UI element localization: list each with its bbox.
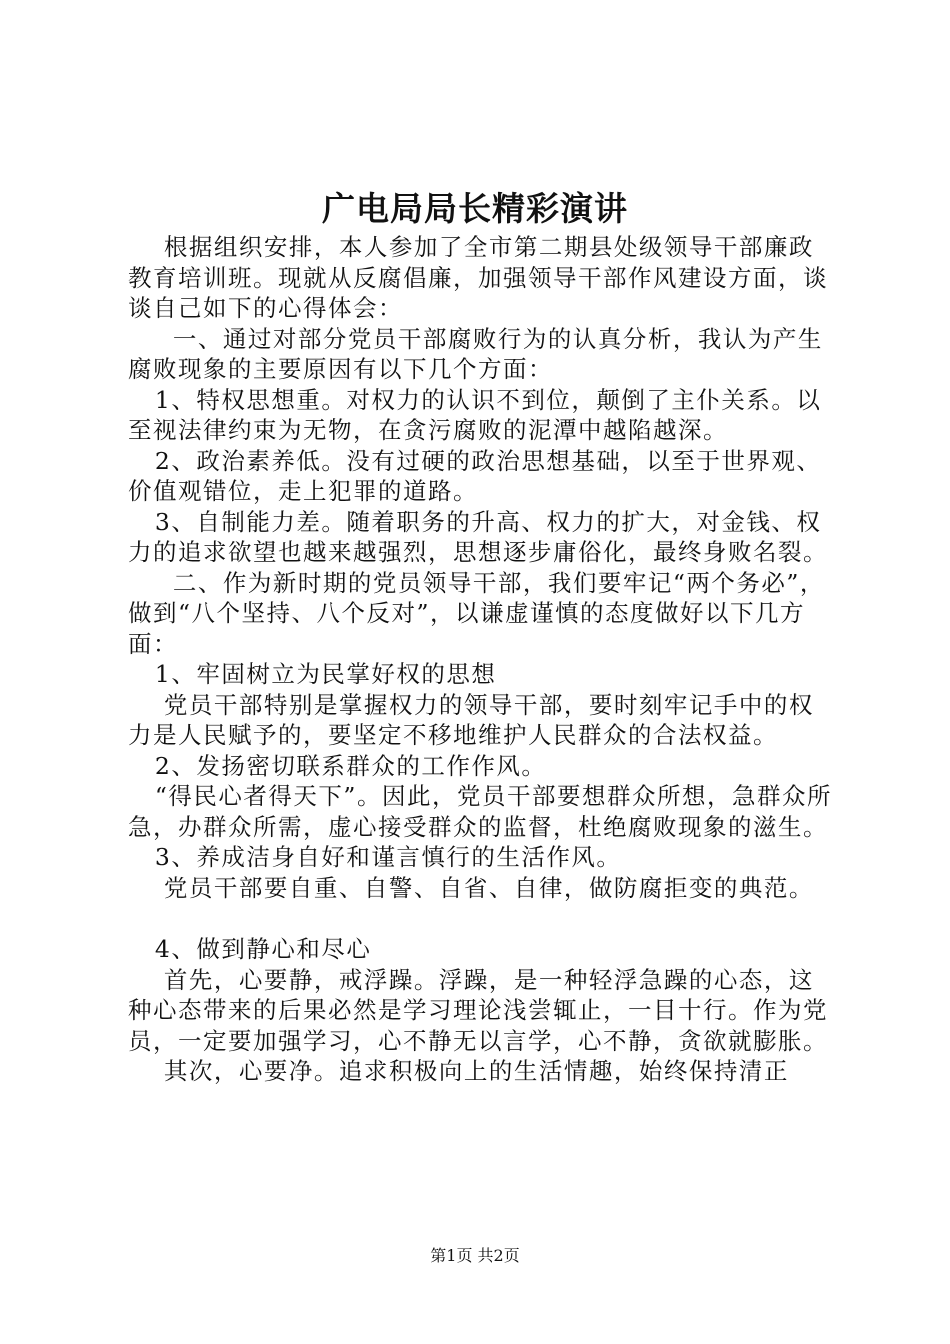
paragraph-point-2-heading: 2、发扬密切联系群众的工作作风。 [128,751,547,780]
paragraph-point-3-heading: 3、养成洁身自好和谨言慎行的生活作风。 [128,843,622,871]
page-number-footer: 第1页 共2页 [430,1246,520,1265]
paragraph-section-two-heading: 二、作为新时期的党员领导干部，我们要牢记“两个务必”，做到“八个坚持、八个反对”，以谦虚谨慎的态度做好以下几方面： [128,568,825,658]
paragraph-point-2-body: “得民心者得天下”。因此，党员干部要想群众所想，急群众所急，办群众所需，虚心接受群众的监督，杜绝腐败现象的滋生。 [128,782,832,841]
document-title: 广电局局长精彩演讲 [322,189,628,228]
paragraph-point-1-heading: 1、牢固树立为民掌好权的思想 [128,660,497,688]
document-body [128,232,838,1087]
paragraph-cause-2: 2、政治素养低。没有过硬的政治思想基础，以至于世界观、价值观错位，走上犯罪的道路。 [128,446,822,505]
blank-line [128,903,838,934]
paragraph-point-3-body: 党员干部要自重、自警、自省、自律，做防腐拒变的典范。 [128,873,814,902]
paragraph-intro: 根据组织安排，本人参加了全市第二期县处级领导干部廉政教育培训班。现就从反腐倡廉，加强领导干部作风建设方面，谈谈自己如下的心得体会： [128,233,828,322]
paragraph-point-4-body-2: 其次，心要净。追求积极向上的生活情趣，始终保持清正 [128,1057,789,1085]
paragraph-cause-1: 1、特权思想重。对权力的认识不到位，颠倒了主仆关系。以至视法律约束为无物，在贪污腐败的泥潭中越陷越深。 [128,385,822,444]
paragraph-point-1-body: 党员干部特别是掌握权力的领导干部，要时刻牢记手中的权力是人民赋予的，要坚定不移地维护人民群众的合法权益。 [128,690,814,749]
paragraph-cause-3: 3、自制能力差。随着职务的升高、权力的扩大，对金钱、权力的追求欲望也越来越强烈，思想逐步庸俗化，最终身败名裂。 [128,507,828,566]
paragraph-section-one-heading: 一、通过对部分党员干部腐败行为的认真分析，我认为产生腐败现象的主要原因有以下几个方面： [128,324,823,383]
paragraph-point-4-heading: 4、做到静心和尽心 [128,935,372,963]
paragraph-point-4-body-1: 首先，心要静，戒浮躁。浮躁，是一种轻浮急躁的心态，这种心态带来的后果必然是学习理论浅尝辄止，一目十行。作为党员，一定要加强学习，心不静无以言学，心不静，贪欲就膨胀。 [128,965,828,1055]
